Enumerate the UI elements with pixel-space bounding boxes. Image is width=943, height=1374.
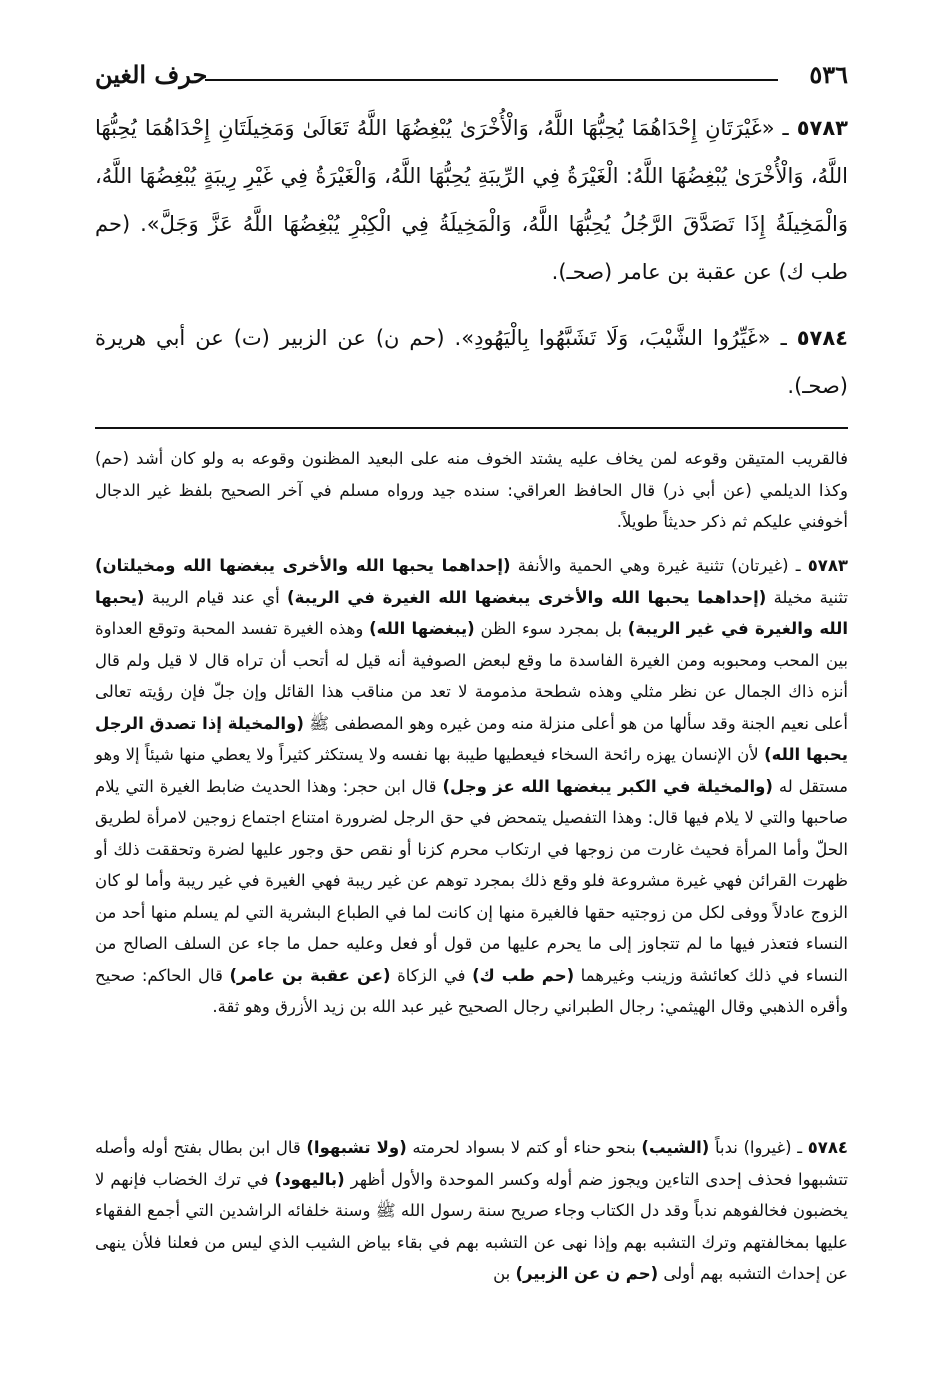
commentary-text: قال الحاكم: صحيح وأقره الذهبي وقال الهيثمي: رجال الطبراني رجال الصحيح غير عبد الله بن زيد الأزرق وهو ثقة. [95,965,848,1016]
commentary-quote: (الشيب) [641,1138,710,1157]
commentary-number: ٥٧٨٤ [807,1138,848,1157]
commentary-text: لأن الإنسان يهزه رائحة السخاء فيعطيها طيبة بها نفسه ولا يستكثر كثيراً ولا يعطي منها شيئاً إلا وهو مستقل له [95,745,849,796]
hadith-text: «غَيِّرُوا الشَّيْبَ، وَلَا تَشَبَّهُوا بِالْيَهُودِ». (حم ن) عن الزبير (ت) عن أبي هريرة (صحـ). [95,326,848,398]
hadith-5783: ٥٧٨٣ ـ «غَيْرَتَانِ إِحْدَاهُمَا يُحِبُّهَا اللَّهُ، وَالْأُخْرَىٰ يُبْغِضُهَا اللَّهُ تَعَالَىٰ وَمَخِيلَتَانِ إِحْدَاهُمَا يُحِبُّهَا اللَّهُ، وَالْأُخْرَىٰ يُبْغِضُهَا اللَّهُ: الْغَيْرَةُ فِي الرِّيبَةِ يُحِبُّهَا اللَّهُ، وَالْغَيْرَةُ فِي غَيْرِ رِيبَةٍ يُبْغِضُهَا اللَّهُ، وَالْمَخِيلَةُ إِذَا تَصَدَّقَ الرَّجُلُ يُحِبُّهَا اللَّهُ، وَالْمَخِيلَةُ فِي الْكِبْرِ يُبْغِضُهَا اللَّهُ عَزَّ وَجَلَّ». (حم طب ك) عن عقبة بن عامر (صحـ). [95,116,848,284]
hadith-5784: ٥٧٨٤ ـ «غَيِّرُوا الشَّيْبَ، وَلَا تَشَبَّهُوا بِالْيَهُودِ». (حم ن) عن الزبير (ت) عن أبي هريرة (صحـ). [95,326,848,398]
hadith-text: «غَيْرَتَانِ إِحْدَاهُمَا يُحِبُّهَا اللَّهُ، وَالْأُخْرَىٰ يُبْغِضُهَا اللَّهُ تَعَالَىٰ وَمَخِيلَتَانِ إِحْدَاهُمَا يُحِبُّهَا اللَّهُ، وَالْأُخْرَىٰ يُبْغِضُهَا اللَّهُ: الْغَيْرَةُ فِي الرِّيبَةِ يُحِبُّهَا اللَّهُ، وَالْغَيْرَةُ فِي غَيْرِ رِيبَةٍ يُبْغِضُهَا اللَّهُ، وَالْمَخِيلَةُ إِذَا تَصَدَّقَ الرَّجُلُ يُحِبُّهَا اللَّهُ، وَالْمَخِيلَةُ فِي الْكِبْرِ يُبْغِضُهَا اللَّهُ عَزَّ وَجَلَّ». (حم طب ك) عن عقبة بن عامر (صحـ). [95,116,848,284]
footnote-separator [95,427,848,429]
commentary-text: بنحو حناء أو كتم لا بسواد لحرمته [406,1138,642,1157]
commentary-text: وهذه الغيرة تفسد المحبة وتوقع العداوة بين المحب ومحبوبه ومن الغيرة الفاسدة ما وقع لبعض الصوفية أنه قيل له أتحب أن تراه قال لا قيل ولم قال أنزه ذاك الجمال عن نظر مثلي وهذه شطحة مذمومة لا تعد من مناقب هذا القائل وإن جلّ فإن رؤيته تعالى أعلى نعيم الجنة وقد سألها من هو أعلى منزلة منه ومن غيره وهو المصطفى ﷺ [95,619,849,733]
commentary-text: (غيروا) ندباً [709,1138,792,1157]
commentary-text: (غيرتان) تثنية غيرة وهي الحمية والأنفة [510,556,789,575]
page-header [95,58,848,94]
hadith-number: ٥٧٨٣ [796,116,848,140]
commentary-text: في الزكاة [390,965,473,985]
commentary-quote: (عن عقبة بن عامر) [229,965,391,985]
commentary-quote: (باليهود) [274,1169,345,1189]
commentary-quote: (إحداهما يحبها الله والأخرى يبغضها الله الغيرة في الريبة) [287,587,767,607]
hadith-number: ٥٧٨٤ [796,326,848,350]
commentary-text: قال ابن حجر: وهذا الحديث ضابط الغيرة التي يلام صاحبها والتي لا يلام فيها قال: وهذا التفصيل يتمحض في حق الرجل لضرورة امتناع اجتماع زوجين لامرأة لطريق الحلّ وأما المرأة فحيث غارت من زوجها في ارتكاب محرم كزنا أو نقص حق وجور عليها لضرة وتحققت ذلك أو ظهرت القرائن فهي غيرة مشروعة فلو وقع ذلك بمجرد توهم عن غير ريبة فهي الغيرة في غير ريبة وأما لو كان الزوج عادلاً ووفى لكل من زوجتيه حقها فالغيرة منها إن كانت لما في الطباع البشرية التي لم يسلم منها أحد من النساء فتعذر فيها ما لم تتجاوز إلى ما يحرم عليها من قول أو فعل وعليه حمل ما جاء عن السلف الصالح من النساء في ذلك كعائشة وزينب وغيرهما [95,776,848,985]
page-number: ٥٣٦ [809,60,848,89]
commentary-text: قال ابن بطال بفتح أوله وأصله تتشبهوا فحذف إحدى التاءين ويجوز ضم أوله وكسر الموحدة والأول أظهر [95,1138,848,1189]
commentary-quote: (حم طب ك) [472,965,575,985]
commentary-5783: ٥٧٨٣ ـ (غيرتان) تثنية غيرة وهي الحمية والأنفة (إحداهما يحبها الله والأخرى يبغضها الله ومخيلتان) تثنية مخيلة (إحداهما يحبها الله والأخرى يبغضها الله الغيرة في الريبة) أي عند قيام الريبة (يحبها الله والغيرة في غير الريبة) بل بمجرد سوء الظن (يبغضها الله) وهذه الغيرة تفسد المحبة وتوقع العداوة بين المحب ومحبوبه ومن الغيرة الفاسدة ما وقع لبعض الصوفية أنه قيل له أتحب أن تراه قال لا قيل ولم قال أنزه ذاك الجمال عن نظر مثلي وهذه شطحة مذمومة لا تعد من مناقب هذا القائل وإن جلّ فإن رؤيته تعالى أعلى نعيم الجنة وقد سألها من هو أعلى منزلة منه ومن غيره وهو المصطفى ﷺ (والمخيلة إذا تصدق الرجل يحبها الله) لأن الإنسان يهزه رائحة السخاء فيعطيها طيبة بها نفسه ولا يستكثر كثيراً ولا يعطي منها شيئاً إلا وهو مستقل له (والمخيلة في الكبر يبغضها الله عز وجل) قال ابن حجر: وهذا الحديث ضابط الغيرة التي يلام صاحبها والتي لا يلام فيها قال: وهذا التفصيل يتمحض في حق الرجل لضرورة امتناع اجتماع زوجين لامرأة لطريق الحلّ وأما المرأة فحيث غارت من زوجها في ارتكاب محرم كزنا أو نقص حق وجور عليها لضرة وتحققت ذلك أو ظهرت القرائن فهي غيرة مشروعة فلو وقع ذلك بمجرد توهم عن غير ريبة فهي الغيرة في غير ريبة وأما لو كان الزوج عادلاً ووفى لكل من زوجتيه حقها فالغيرة منها إن كانت لما في الطباع البشرية التي لم يسلم منها أحد من النساء فتعذر فيها ما لم تتجاوز إلى ما يحرم عليها من قول أو فعل وعليه حمل ما جاء عن السلف الصالح من النساء في ذلك كعائشة وزينب وغيرهما (حم طب ك) في الزكاة (عن عقبة بن عامر) قال الحاكم: صحيح وأقره الذهبي وقال الهيثمي: رجال الطبراني رجال الصحيح غير عبد الله بن زيد الأزرق وهو ثقة. [95,556,849,1016]
commentary-text: بل بمجرد سوء الظن [474,619,628,638]
commentary-quote: (ولا تشبهوا) [306,1138,407,1157]
commentary-quote: (إحداهما يحبها الله والأخرى يبغضها الله ومخيلتان) [95,556,511,575]
chapter-title: حرف الغين [95,60,208,89]
commentary-quote: (حم ن عن الزبير) [515,1264,659,1283]
commentary-text: تثنية مخيلة [766,587,849,607]
commentary-quote: (يبغضها الله) [369,619,475,638]
commentary-quote: (والمخيلة في الكبر يبغضها الله عز وجل) [442,776,773,796]
commentary-intro: فالقريب المتيقن وقوعه لمن يخاف عليه يشتد الخوف منه على البعيد المظنون وقوعه به ولو كان أشد (حم) وكذا الديلمي (عن أبي ذر) قال الحافظ العراقي: سنده جيد ورواه مسلم في آخر الصحيح بلفظ غير الدجال أخوفني عليكم ثم ذكر حديثاً طويلاً. [95,449,848,531]
header-rule [205,79,778,81]
commentary-quote: (والمخيلة إذا تصدق الرجل يحبها الله) [95,713,848,764]
commentary-text: بن [493,1264,516,1283]
commentary-quote: (يحبها الله والغيرة في غير الريبة) [95,587,849,638]
commentary-number: ٥٧٨٣ [807,556,849,575]
commentary-text: في ترك الخضاب فإنهم لا يخضبون فخالفوهم ندباً وقد دل الكتاب وجاء صريح سنة رسول الله ﷺ وسنة خلفائه الراشدين التي أجمع الفقهاء عليها بمخالفتهم وترك التشبه بهم وإذا نهى عن التشبه بهم في بقاء بياض الشيب الذي ليس من فعلنا فلأن ينهى عن إحداث التشبه بهم أولى [95,1169,848,1283]
commentary-5784: ٥٧٨٤ ـ (غيروا) ندباً (الشيب) بنحو حناء أو كتم لا بسواد لحرمته (ولا تشبهوا) قال ابن بطال بفتح أوله وأصله تتشبهوا فحذف إحدى التاءين ويجوز ضم أوله وكسر الموحدة والأول أظهر (باليهود) في ترك الخضاب فإنهم لا يخضبون فخالفوهم ندباً وقد دل الكتاب وجاء صريح سنة رسول الله ﷺ وسنة خلفائه الراشدين التي أجمع الفقهاء عليها بمخالفتهم وترك التشبه بهم وإذا نهى عن التشبه بهم في بقاء بياض الشيب الذي ليس من فعلنا فلأن ينهى عن إحداث التشبه بهم أولى (حم ن عن الزبير) بن [95,1138,848,1283]
commentary-text: أي عند قيام الريبة [144,587,288,607]
